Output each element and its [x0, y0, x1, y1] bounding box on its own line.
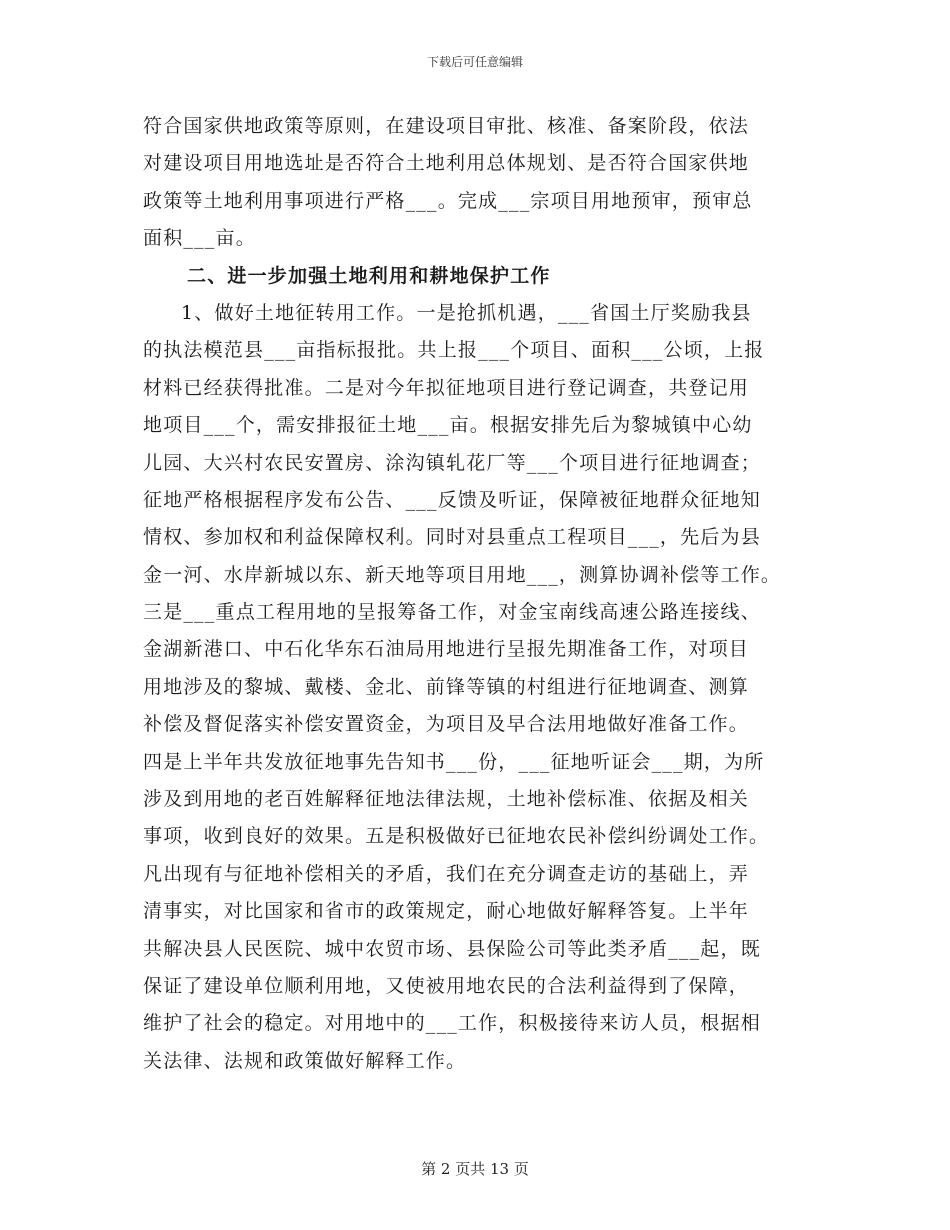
text-line: 儿园、大兴村农民安置房、涂沟镇轧花厂等___个项目进行征地调查；	[143, 451, 761, 474]
text-line: 材料已经获得批准。二是对今年拟征地项目进行登记调查，共登记用	[143, 376, 750, 399]
text-line: 的执法模范县___亩指标报批。共上报___个项目、面积___公顷，上报	[143, 339, 765, 362]
text-line: 金湖新港口、中石化华东石油局用地进行呈报先期准备工作，对项目	[143, 638, 750, 661]
text-line: 情权、参加权和利益保障权利。同时对县重点工程项目___，先后为县	[143, 526, 761, 549]
section-heading: 二、进一步加强土地利用和耕地保护工作	[187, 264, 551, 287]
text-line: 三是___重点工程用地的呈报筹备工作，对金宝南线高速公路连接线、	[143, 601, 761, 624]
text-line: 面积___亩。	[143, 227, 256, 250]
text-line: 凡出现有与征地补偿相关的矛盾，我们在充分调查走访的基础上，弄	[143, 862, 750, 885]
text-line: 金一河、水岸新城以东、新天地等项目用地___，测算协调补偿等工作。	[143, 563, 782, 586]
text-line: 事项，收到良好的效果。五是积极做好已征地农民补偿纠纷调处工作。	[143, 825, 770, 848]
text-line: 地项目___个，需安排报征土地___亩。根据安排先后为黎城镇中心幼	[143, 414, 753, 437]
page-header: 下载后可任意编辑	[426, 55, 523, 69]
text-line: 对建设项目用地选址是否符合土地利用总体规划、是否符合国家供地	[143, 152, 750, 175]
text-line: 维护了社会的稳定。对用地中的___工作，积极接待来访人员，根据相	[143, 1012, 761, 1035]
text-line: 涉及到用地的老百姓解释征地法律法规，土地补偿标准、依据及相关	[143, 788, 750, 811]
text-line: 共解决县人民医院、城中农贸市场、县保险公司等此类矛盾___起，既	[143, 937, 761, 960]
text-line: 清事实，对比国家和省市的政策规定，耐心地做好解释答复。上半年	[143, 900, 750, 923]
document-body	[143, 108, 809, 1080]
text-line: 政策等土地利用事项进行严格___。完成___宗项目用地预审，预审总	[143, 189, 753, 212]
text-line: 保证了建设单位顺利用地，又使被用地农民的合法利益得到了保障，	[143, 974, 750, 997]
text-line: 四是上半年共发放征地事先告知书___份，___征地听证会___期，为所	[143, 750, 765, 773]
text-line: 关法律、法规和政策做好解释工作。	[143, 1049, 467, 1072]
text-line: 1、做好土地征转用工作。一是抢抓机遇，___省国土厅奖励我县	[181, 301, 752, 324]
text-line: 征地严格根据程序发布公告、___反馈及听证，保障被征地群众征地知	[143, 488, 761, 511]
text-line: 补偿及督促落实补偿安置资金，为项目及早合法用地做好准备工作。	[143, 713, 750, 736]
text-line: 用地涉及的黎城、戴楼、金北、前锋等镇的村组进行征地调查、测算	[143, 675, 750, 698]
text-line: 符合国家供地政策等原则，在建设项目审批、核准、备案阶段，依法	[143, 115, 750, 137]
page-number: 第 2 页共 13 页	[421, 1160, 529, 1178]
